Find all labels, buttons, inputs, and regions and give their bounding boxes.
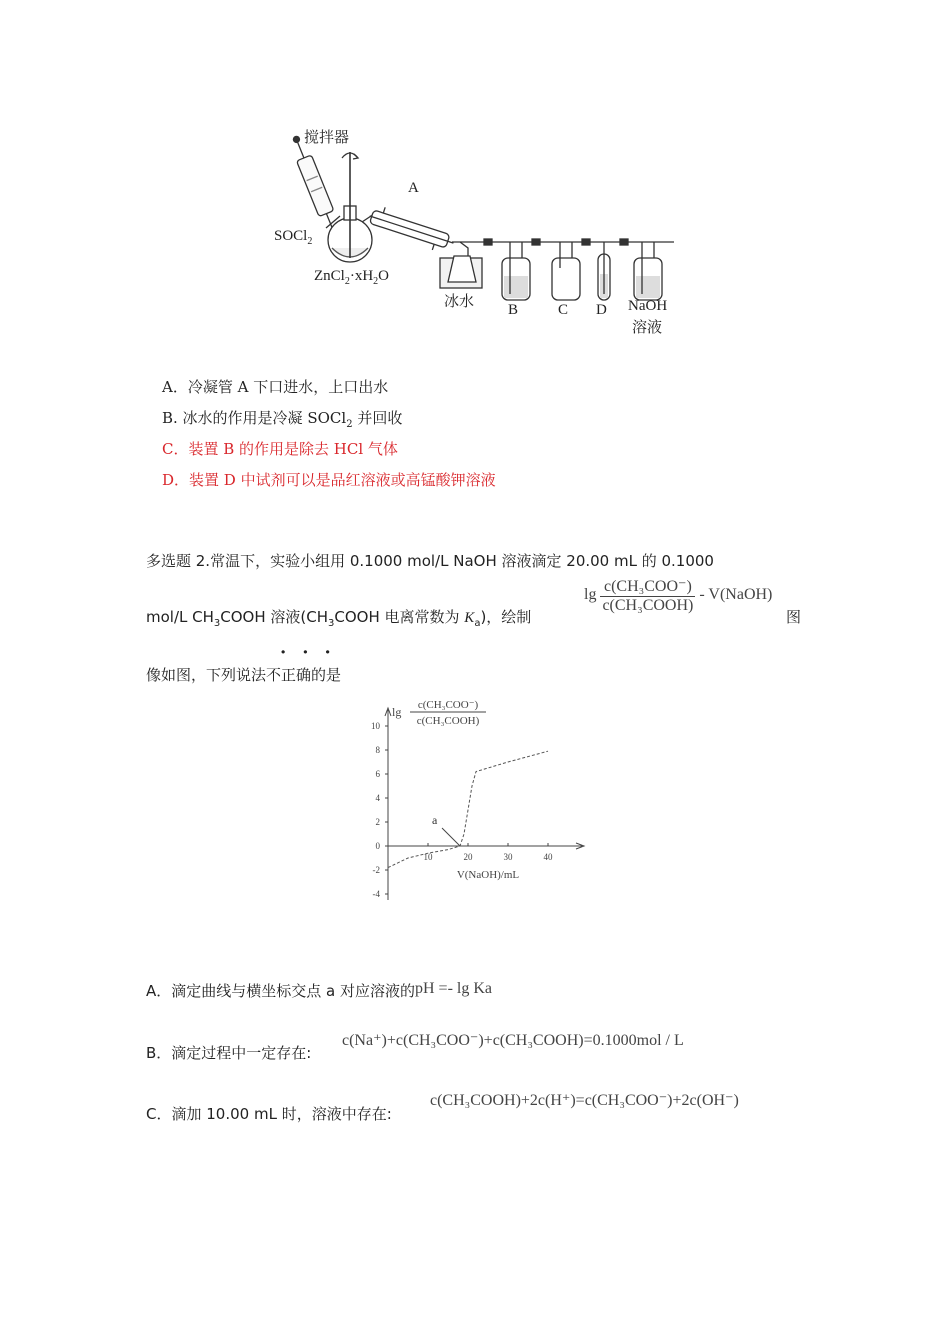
ice-water-label: 冰水 xyxy=(444,294,475,310)
q1-option-A: A．冷凝管 A 下口进水，上口出水 xyxy=(162,378,389,396)
solution-label: 溶液 xyxy=(632,320,663,336)
q2-option-C: C．滴加 10.00 mL 时，溶液中存在: xyxy=(146,1105,392,1123)
y-label-lg: lg xyxy=(392,705,402,719)
x-tick-label: 40 xyxy=(543,852,553,862)
y-tick-label: -4 xyxy=(372,889,380,899)
y-tick-label: 6 xyxy=(375,769,380,779)
x-tick-label: 10 xyxy=(423,852,433,862)
q1-option-D: D．装置 D 中试剂可以是品红溶液或高锰酸钾溶液 xyxy=(162,471,496,489)
bottle-B-label: B xyxy=(508,302,519,318)
titration-chart xyxy=(360,694,590,914)
emphasis-dots: ··· xyxy=(280,642,347,663)
socl2-label: SOCl$_2$ xyxy=(274,228,313,247)
tube-D-label: D xyxy=(596,302,607,318)
q2-line2: mol/L $CH_3COOH$ 溶液($CH_3COOH$ 电离常数为 $K_a$)，绘制 xyxy=(146,608,532,629)
x-tick-label: 30 xyxy=(503,852,513,862)
y-tick-label: 10 xyxy=(371,721,380,731)
option-C-formula: c(CH₃COOH)+2c(H⁺)=c(CH₃COO⁻)+2c(OH⁻) xyxy=(430,1092,739,1109)
option-A-formula: pH =- lg Ka xyxy=(415,980,493,997)
y-tick-label: 4 xyxy=(375,793,380,803)
bottle-C-label: C xyxy=(558,302,569,318)
naoh-label: NaOH xyxy=(628,298,668,314)
y-tick-label: 8 xyxy=(375,745,380,755)
x-axis-label: V(NaOH)/mL xyxy=(456,869,520,881)
apparatus-figure xyxy=(270,118,690,338)
ratio-fraction: $\frac{\text{c(CH₃COO⁻)}}{\text{c(CH₃COOH)}}$ xyxy=(602,578,694,614)
q2-option-A: A．滴定曲线与横坐标交点 a 对应溶液的pH =- lg Ka xyxy=(146,980,493,1000)
q2-line2-tail: 图 xyxy=(786,608,802,626)
chart-svg xyxy=(360,694,590,914)
y-tick-label: 0 xyxy=(375,841,380,851)
q1-option-B: B. 冰水的作用是冷凝 SOCl$_2$ 并回收 xyxy=(162,409,403,430)
zncl2-label: $ZnCl_2\cdot xH_2O$ xyxy=(314,268,390,287)
bottle-C xyxy=(552,258,580,300)
q2-ratio-formula: lg $\frac{\text{c(CH₃COO⁻)}}{\text{c(CH₃COOH)}}$ - V(NaOH) xyxy=(584,578,773,614)
stirrer-label: 搅拌器 xyxy=(304,130,350,146)
y-tick-label: 2 xyxy=(375,817,380,827)
q2-line3: 像如图，下列说法不正确的是 xyxy=(146,666,342,684)
condenser-A xyxy=(366,204,458,256)
y-tick-label: -2 xyxy=(372,865,380,875)
option-B-formula: c(Na⁺)+c(CH₃COO⁻)+c(CH₃COOH)=0.1000mol / L xyxy=(342,1032,684,1049)
point-a-leader xyxy=(442,828,460,846)
apparatus-drawing xyxy=(270,118,690,338)
condenser-label: A xyxy=(408,180,419,196)
q2-option-B: B．滴定过程中一定存在: xyxy=(146,1044,312,1062)
q2-line1: 多选题 2.常温下，实验小组用 0.1000 mol/L NaOH 溶液滴定 20.00 mL 的 0.1000 xyxy=(146,552,714,570)
point-a-label: a xyxy=(432,813,438,827)
x-tick-label: 20 xyxy=(463,852,473,862)
y-label-denominator: c(CH₃COOH) xyxy=(416,715,480,727)
q1-option-C: C．装置 B 的作用是除去 HCl 气体 xyxy=(162,440,398,458)
y-label-numerator: c(CH₃COO⁻) xyxy=(417,699,479,711)
titration-curve xyxy=(388,751,548,867)
